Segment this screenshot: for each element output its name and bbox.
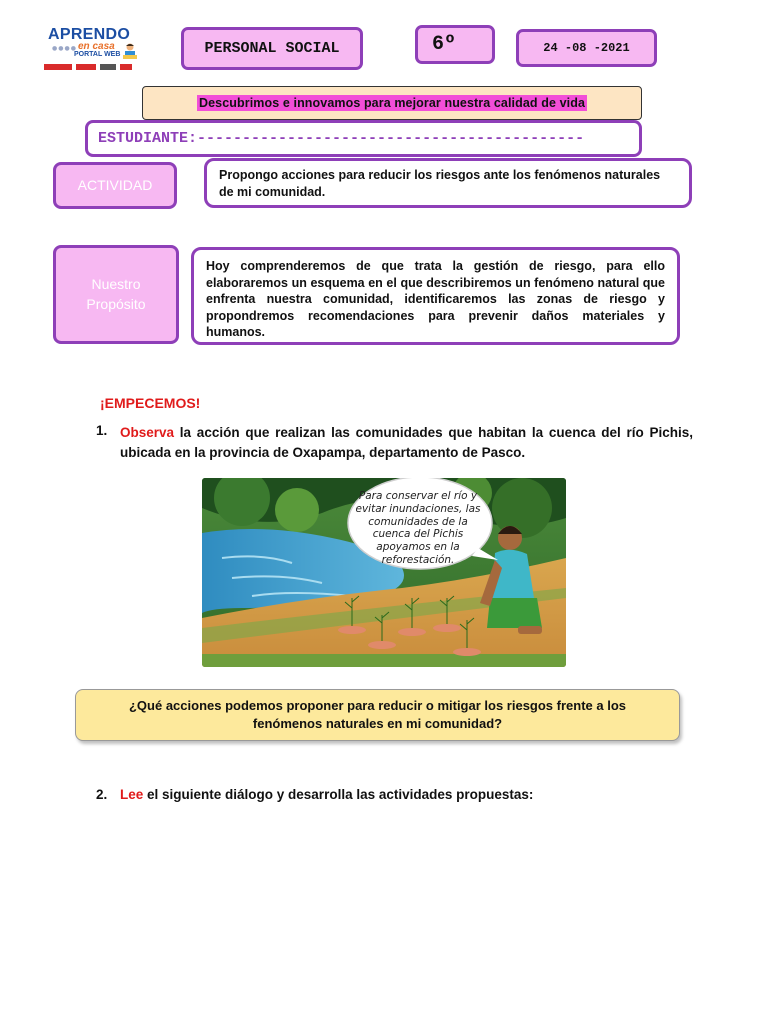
step-2-number: 2. xyxy=(96,787,108,802)
logo-ministry-bar xyxy=(44,64,144,70)
actividad-label: ACTIVIDAD xyxy=(53,162,177,209)
session-title: Descubrimos e innovamos para mejorar nuestra calidad de vida xyxy=(199,96,585,110)
step-1 xyxy=(96,423,693,464)
proposito-label xyxy=(53,245,179,344)
student-reading-icon xyxy=(120,42,140,62)
logo-text-en-casa: en casa xyxy=(78,41,115,52)
step-2-text: el siguiente diálogo y desarrolla las actividades propuestas: xyxy=(143,787,534,802)
grade-label: 6º xyxy=(415,25,495,64)
empecemos-heading: ¡EMPECEMOS! xyxy=(100,395,201,411)
logo-text-portal-web: PORTAL WEB xyxy=(74,51,121,58)
student-label: ESTUDIANTE: xyxy=(98,130,198,147)
aprendo-en-casa-logo xyxy=(44,26,144,72)
subject-label: PERSONAL SOCIAL xyxy=(181,27,363,70)
proposito-label-line1: Nuestro xyxy=(91,275,141,292)
session-title-box xyxy=(142,86,642,120)
logo-text-aprendo: APRENDO xyxy=(48,26,131,43)
step-1-verb: Observa xyxy=(120,425,175,440)
step-1-number: 1. xyxy=(96,423,108,438)
student-blank-line: ------------------------------------------- xyxy=(197,130,585,147)
step-2-verb: Lee xyxy=(120,787,144,802)
student-name-field[interactable] xyxy=(85,120,642,157)
logo-dots: ●●●● xyxy=(52,45,77,52)
guiding-question-box: ¿Qué acciones podemos proponer para reducir o mitigar los riesgos frente a los fenómenos naturales en mi comunidad? xyxy=(75,689,680,741)
speech-bubble-text: Para conservar el río y evitar inundaciones, las comunidades de la cuenca del Pichis apoyamos en la reforestación. xyxy=(355,490,481,566)
date-label: 24 -08 -2021 xyxy=(516,29,657,67)
step-1-text: la acción que realizan las comunidades que habitan la cuenca del río Pichis, ubicada en la provincia de Oxapampa, departamento de Pasco. xyxy=(120,425,693,461)
step-2 xyxy=(96,787,693,802)
proposito-text: Hoy comprenderemos de que trata la gestión de riesgo, para ello elaboraremos un esquema en el que describiremos un fenómeno natural que enfrenta nuestra comunidad, identificaremos las zonas de riesgo y propondremos recomendaciones para prevenir daños materiales y humanos. xyxy=(191,247,680,345)
proposito-label-line2: Propósito xyxy=(86,295,146,312)
actividad-text: Propongo acciones para reducir los riesgos ante los fenómenos naturales de mi comunidad. xyxy=(204,158,692,208)
